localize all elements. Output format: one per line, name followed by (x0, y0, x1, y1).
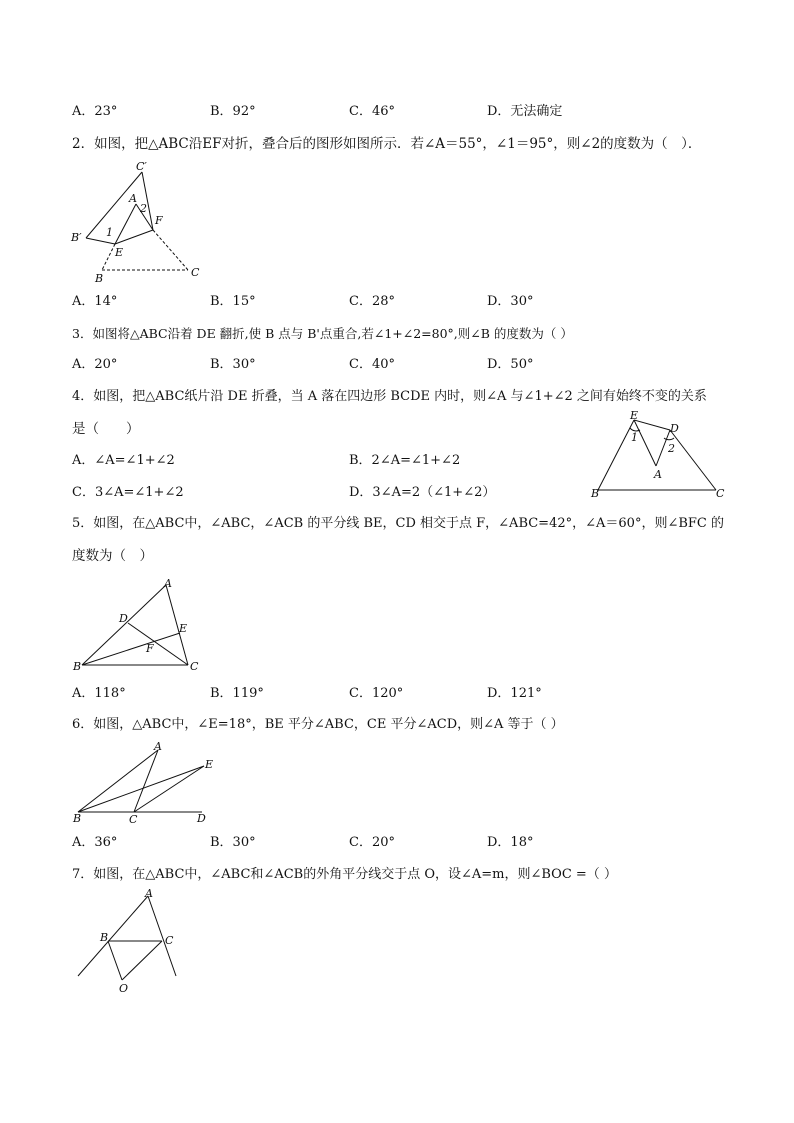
q7-figure (72, 888, 192, 996)
q4-label-1: 1 (631, 431, 638, 444)
q2-option-d: D．30° (487, 294, 534, 309)
q5-question-line2: 度数为（ ） (72, 548, 153, 564)
q4-label-2: 2 (668, 442, 675, 455)
q6-question: 6．如图，△ABC中，∠E=18°，BE 平分∠ABC，CE 平分∠ACD，则∠A 等于（ ） (72, 717, 564, 732)
q5-label-b: B (73, 660, 82, 673)
q3-question: 3．如图将△ABC沿着 DE 翻折,使 B 点与 B'点重合,若∠1+∠2=80°,则∠B 的度数为（ ） (72, 326, 573, 341)
q2-label-b: B (95, 272, 104, 285)
q3-option-a: A．20° (72, 357, 118, 372)
q2-option-a: A．14° (72, 294, 118, 309)
q2-label-f: F (155, 214, 163, 227)
q4-label-b: B (591, 487, 600, 500)
q4-question-line2: 是（ ） (72, 421, 140, 437)
q7-question: 7．如图，在△ABC中，∠ABC和∠ACB的外角平分线交于点 O，设∠A=m，则∠BOC =（ ） (72, 867, 617, 882)
q6-label-d: D (197, 812, 206, 825)
q2-figure (70, 158, 210, 286)
q4-label-a: A (654, 468, 662, 481)
q5-label-e: E (179, 622, 188, 635)
q6-option-a: A．36° (72, 835, 118, 850)
q1-option-b: B．92° (210, 104, 256, 119)
q2-label-c: C (191, 266, 200, 279)
q6-option-b: B．30° (210, 835, 256, 850)
q6-figure (70, 740, 220, 824)
q4-label-c: C (716, 487, 725, 500)
q5-label-d: D (119, 612, 128, 625)
q4-label-e: E (630, 409, 639, 422)
q3-option-b: B．30° (210, 357, 256, 372)
q5-option-d: D．121° (487, 686, 542, 701)
q5-figure (70, 575, 210, 675)
q2-option-b: B．15° (210, 294, 256, 309)
q4-option-a: A．∠A=∠1+∠2 (72, 453, 175, 468)
q2-label-e: E (115, 246, 124, 259)
q6-option-d: D．18° (487, 835, 534, 850)
q7-label-a: A (145, 887, 153, 900)
q7-label-c: C (165, 934, 174, 947)
q5-label-c: C (190, 660, 199, 673)
q2-question: 2．如图，把△ABC沿EF对折，叠合后的图形如图所示．若∠A＝55°，∠1＝95°，则∠2的度数为（ ）． (72, 136, 702, 152)
q2-label-2: 2 (140, 202, 147, 215)
q6-label-b: B (73, 812, 82, 825)
q1-option-c: C．46° (349, 104, 395, 119)
q7-label-o: O (119, 982, 129, 995)
q4-label-d: D (670, 422, 679, 435)
q5-option-a: A．118° (72, 686, 126, 701)
q5-label-f: F (146, 642, 154, 655)
q4-question-line1: 4．如图，把△ABC纸片沿 DE 折叠，当 A 落在四边形 BCDE 内时，则∠A 与∠1+∠2 之间有始终不变的关系 (72, 389, 707, 404)
q6-label-a: A (154, 740, 162, 753)
q5-label-a: A (164, 577, 172, 590)
q4-figure (588, 408, 728, 504)
q2-label-b-prime: B′ (71, 231, 82, 244)
q6-label-e: E (205, 758, 214, 771)
q2-label-c-prime: C′ (136, 160, 147, 173)
q7-label-b: B (100, 931, 109, 944)
q2-label-a: A (129, 192, 137, 205)
q3-option-d: D．50° (487, 357, 534, 372)
q6-option-c: C．20° (349, 835, 395, 850)
q5-option-b: B．119° (210, 686, 264, 701)
q4-option-d: D．3∠A=2（∠1+∠2） (349, 485, 496, 500)
q4-option-c: C．3∠A=∠1+∠2 (72, 485, 184, 500)
q5-option-c: C．120° (349, 686, 404, 701)
q2-label-1: 1 (106, 226, 113, 239)
q4-option-b: B．2∠A=∠1+∠2 (349, 453, 461, 468)
q2-option-c: C．28° (349, 294, 395, 309)
q1-option-d: D．无法确定 (487, 104, 563, 119)
q1-option-a: A．23° (72, 104, 118, 119)
q3-option-c: C．40° (349, 357, 395, 372)
q6-label-c: C (129, 813, 138, 826)
q5-question-line1: 5．如图，在△ABC中，∠ABC，∠ACB 的平分线 BE，CD 相交于点 F，∠ABC=42°，∠A＝60°，则∠BFC 的 (72, 516, 724, 531)
